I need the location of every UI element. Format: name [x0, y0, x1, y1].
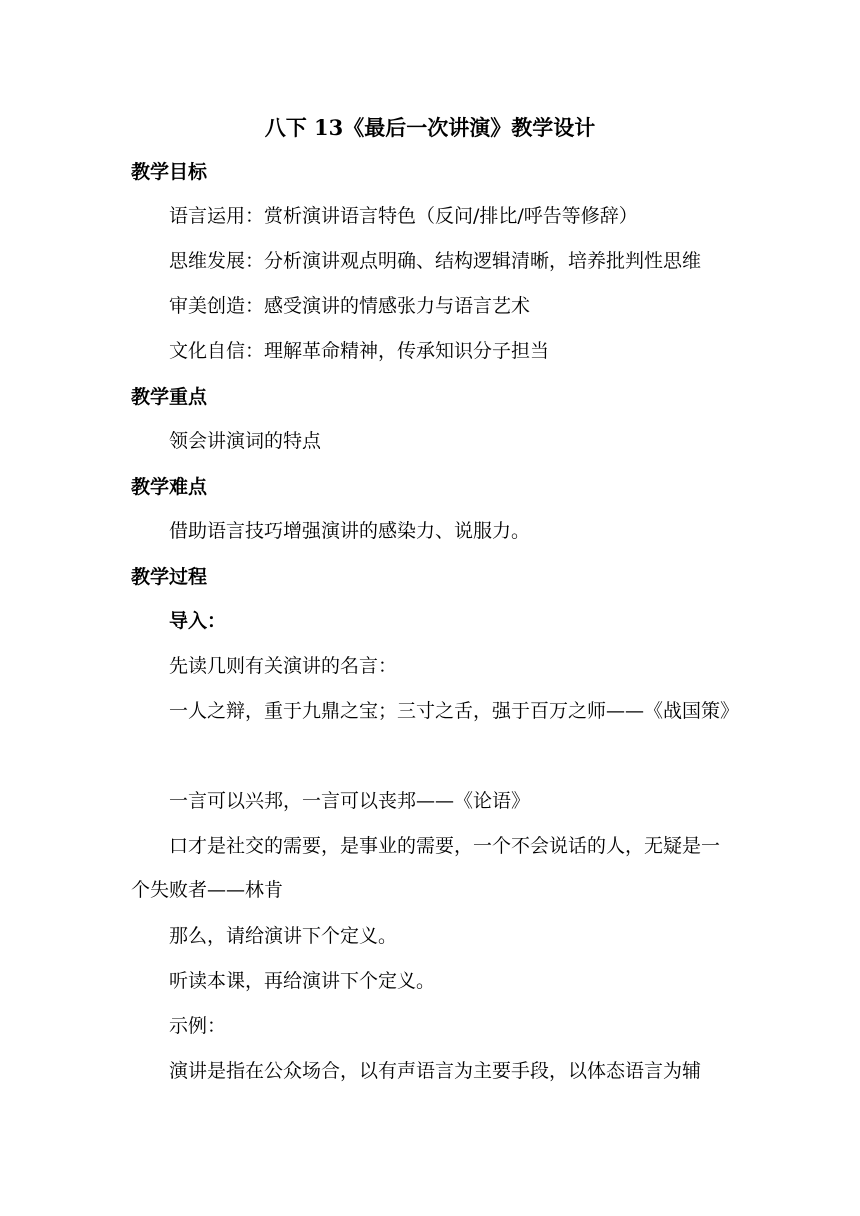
objective-aesthetic: 审美创造：感受演讲的情感张力与语言艺术 [169, 295, 531, 317]
example-label: 示例： [169, 1015, 227, 1037]
objective-thinking: 思维发展：分析演讲观点明确、结构逻辑清晰，培养批判性思维 [169, 250, 702, 272]
listen-prompt: 听读本课，再给演讲下个定义。 [169, 970, 436, 992]
quote-zhanguoce: 一人之辩，重于九鼎之宝；三寸之舌，强于百万之师——《战国策》 [169, 700, 740, 722]
quotes-intro: 先读几则有关演讲的名言： [169, 655, 398, 677]
define-prompt: 那么，请给演讲下个定义。 [169, 925, 398, 947]
difficulty-text: 借助语言技巧增强演讲的感染力、说服力。 [169, 520, 531, 542]
example-definition: 演讲是指在公众场合，以有声语言为主要手段，以体态语言为辅 [169, 1060, 702, 1082]
key-point-text: 领会讲演词的特点 [169, 430, 322, 452]
difficulty-heading: 教学难点 [131, 476, 208, 498]
document-title: 八下 13《最后一次讲演》教学设计 [264, 115, 596, 140]
objective-culture: 文化自信：理解革命精神，传承知识分子担当 [169, 340, 550, 362]
key-point-heading: 教学重点 [131, 386, 208, 408]
quote-lincoln: 口才是社交的需要，是事业的需要，一个不会说话的人，无疑是一个失败者——林肯 [131, 835, 721, 901]
quote-lunyu: 一言可以兴邦，一言可以丧邦——《论语》 [169, 790, 531, 812]
process-heading: 教学过程 [131, 566, 208, 588]
objectives-heading: 教学目标 [131, 161, 208, 183]
objective-language: 语言运用：赏析演讲语言特色（反问/排比/呼告等修辞） [169, 205, 638, 227]
intro-label: 导入： [169, 610, 227, 632]
